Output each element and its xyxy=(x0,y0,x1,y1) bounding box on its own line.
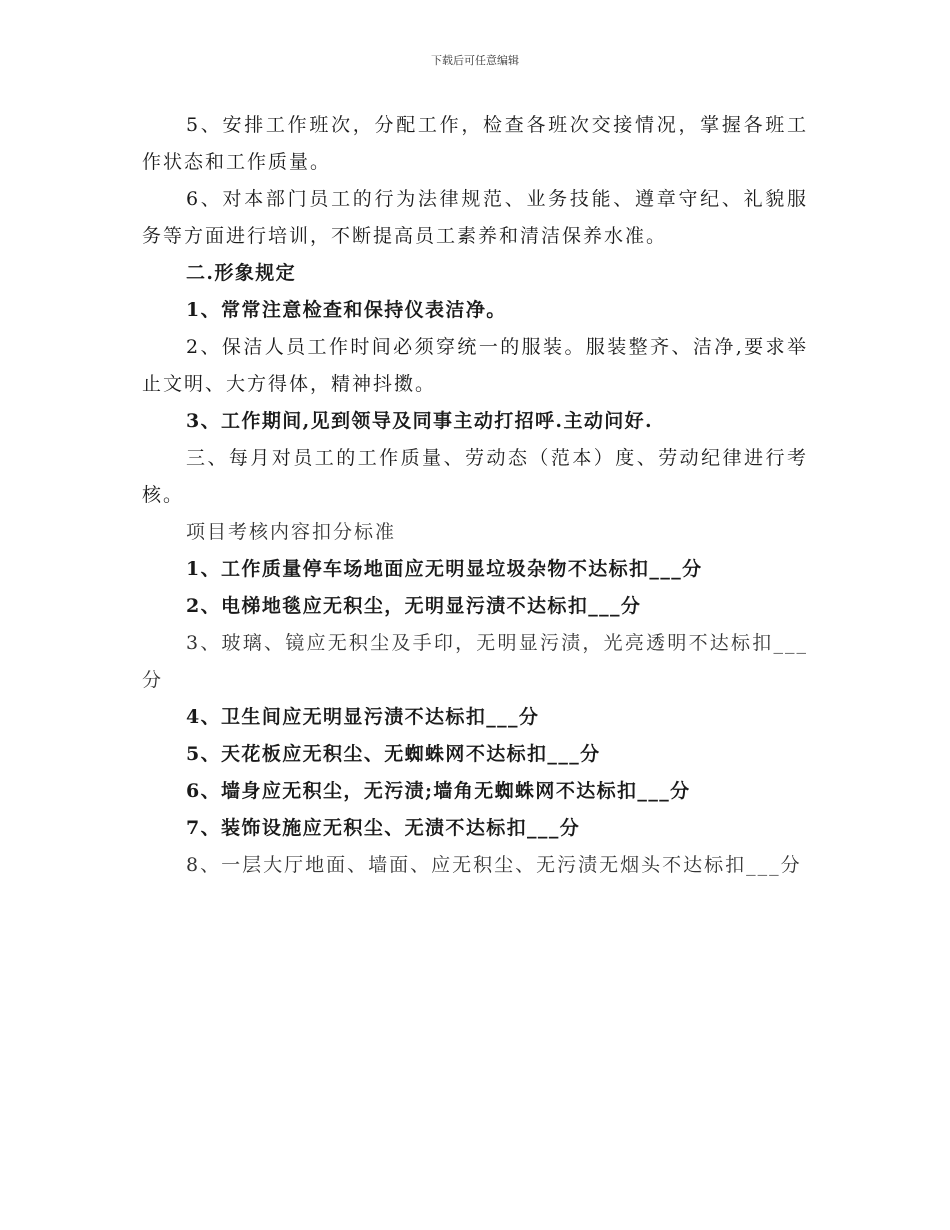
assessment-item-1: 1、工作质量停车场地面应无明显垃圾杂物不达标扣___分 xyxy=(186,558,703,580)
page-header: 下载后可任意编辑 xyxy=(431,54,519,67)
paragraph-rule-2: 2、保洁人员工作时间必须穿统一的服装。服装整齐、洁净,要求举止文明、大方得体，精神抖擞。 xyxy=(142,336,808,395)
assessment-item-4: 4、卫生间应无明显污渍不达标扣___分 xyxy=(186,706,540,728)
section-heading-image-rules: 二.形象规定 xyxy=(186,262,297,284)
section-heading-monthly-assessment: 三、每月对员工的工作质量、劳动态（范本）度、劳动纪律进行考核。 xyxy=(142,447,808,506)
paragraph-item-6: 6、对本部门员工的行为法律规范、业务技能、遵章守纪、礼貌服务等方面进行培训，不断提高员工素养和清洁保养水准。 xyxy=(142,188,808,247)
assessment-table-caption: 项目考核内容扣分标准 xyxy=(186,521,397,543)
assessment-item-8: 8、一层大厅地面、墙面、应无积尘、无污渍无烟头不达标扣___分 xyxy=(186,854,802,876)
assessment-item-7: 7、装饰设施应无积尘、无渍不达标扣___分 xyxy=(186,817,581,839)
paragraph-item-5: 5、安排工作班次，分配工作，检查各班次交接情况，掌握各班工作状态和工作质量。 xyxy=(142,114,808,173)
assessment-item-6: 6、墙身应无积尘，无污渍;墙角无蜘蛛网不达标扣___分 xyxy=(186,780,691,802)
assessment-item-3: 3、玻璃、镜应无积尘及手印，无明显污渍，光亮透明不达标扣___分 xyxy=(142,632,808,691)
document-body xyxy=(142,107,808,884)
paragraph-rule-3: 3、工作期间,见到领导及同事主动打招呼.主动问好. xyxy=(186,410,654,432)
paragraph-rule-1: 1、常常注意检查和保持仪表洁净。 xyxy=(186,299,507,321)
assessment-item-2: 2、电梯地毯应无积尘，无明显污渍不达标扣___分 xyxy=(186,595,642,617)
assessment-item-5: 5、天花板应无积尘、无蜘蛛网不达标扣___分 xyxy=(186,743,601,765)
